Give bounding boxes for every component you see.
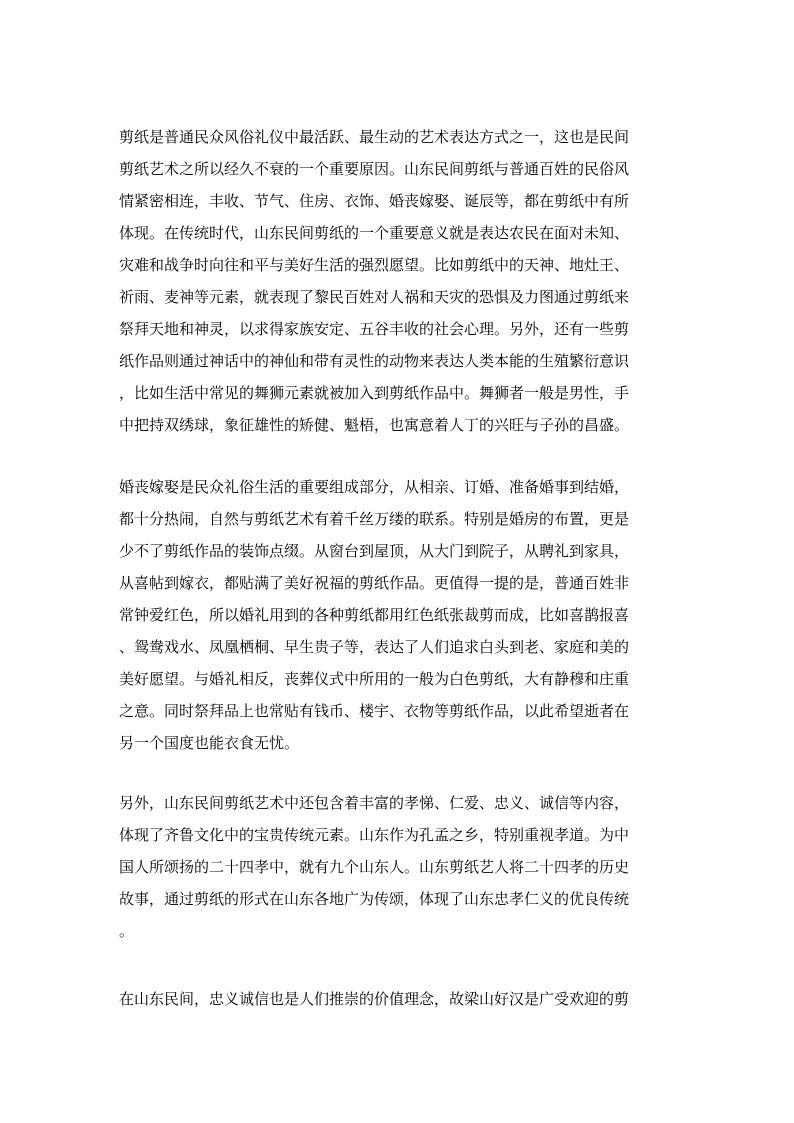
paragraph-1 xyxy=(119,121,679,441)
paragraph-3 xyxy=(119,787,679,947)
text-line: 剪纸艺术之所以经久不衰的一个重要原因。山东民间剪纸与普通百姓的民俗风 xyxy=(119,160,630,178)
text-line: 中把持双绣球，象征雄性的矫健、魁梧，也寓意着人丁的兴旺与子孙的昌盛。 xyxy=(119,416,630,434)
text-line: 祭拜天地和神灵，以求得家族安定、五谷丰收的社会心理。另外，还有一些剪 xyxy=(119,320,630,338)
text-line: 祈雨、麦神等元素，就表现了黎民百姓对人祸和天灾的恐惧及力图通过剪纸来 xyxy=(119,288,630,306)
paragraph-2 xyxy=(119,471,679,759)
text-line: 另一个国度也能衣食无忧。 xyxy=(119,734,300,752)
paragraph-4 xyxy=(119,983,679,1015)
text-line: 另外，山东民间剪纸艺术中还包含着丰富的孝悌、仁爱、忠义、诚信等内容， xyxy=(119,794,630,812)
text-line: 故事，通过剪纸的形式在山东各地广为传颂，体现了山东忠孝仁义的优良传统 xyxy=(119,890,630,908)
text-line: 情紧密相连，丰收、节气、住房、衣饰、婚丧嫁娶、诞辰等，都在剪纸中有所 xyxy=(119,192,630,210)
text-line: 都十分热闹，自然与剪纸艺术有着千丝万缕的联系。特别是婚房的布置，更是 xyxy=(119,510,630,528)
text-line: 美好愿望。与婚礼相反，丧葬仪式中所用的一般为白色剪纸，大有静穆和庄重 xyxy=(119,670,630,688)
text-line: 纸作品则通过神话中的神仙和带有灵性的动物来表达人类本能的生殖繁衍意识 xyxy=(119,352,630,370)
text-line: 婚丧嫁娶是民众礼俗生活的重要组成部分，从相亲、订婚、准备婚事到结婚， xyxy=(119,478,630,496)
text-line: 常钟爱红色，所以婚礼用到的各种剪纸都用红色纸张裁剪而成，比如喜鹊报喜 xyxy=(119,606,630,624)
text-line: 在山东民间，忠义诚信也是人们推崇的价值理念，故梁山好汉是广受欢迎的剪 xyxy=(119,990,630,1008)
text-line: 灾难和战争时向往和平与美好生活的强烈愿望。比如剪纸中的天神、地灶王、 xyxy=(119,256,630,274)
text-line: 体现了齐鲁文化中的宝贵传统元素。山东作为孔孟之乡，特别重视孝道。为中 xyxy=(119,826,630,844)
text-line: 。 xyxy=(119,922,135,940)
text-line: 体现。在传统时代，山东民间剪纸的一个重要意义就是表达农民在面对未知、 xyxy=(119,224,630,242)
text-line: ，比如生活中常见的舞狮元素就被加入到剪纸作品中。舞狮者一般是男性，手 xyxy=(119,384,630,402)
text-line: 国人所颂扬的二十四孝中，就有九个山东人。山东剪纸艺人将二十四孝的历史 xyxy=(119,858,630,876)
text-line: 之意。同时祭拜品上也常贴有钱币、楼宇、衣物等剪纸作品，以此希望逝者在 xyxy=(119,702,630,720)
text-line: 少不了剪纸作品的装饰点缀。从窗台到屋顶，从大门到院子，从聘礼到家具， xyxy=(119,542,630,560)
text-line: 从喜帖到嫁衣，都贴满了美好祝福的剪纸作品。更值得一提的是，普通百姓非 xyxy=(119,574,630,592)
text-line: 、鸳鸯戏水、凤凰栖桐、早生贵子等，表达了人们追求白头到老、家庭和美的 xyxy=(119,638,630,656)
text-line: 剪纸是普通民众风俗礼仪中最活跃、最生动的艺术表达方式之一，这也是民间 xyxy=(119,128,630,146)
